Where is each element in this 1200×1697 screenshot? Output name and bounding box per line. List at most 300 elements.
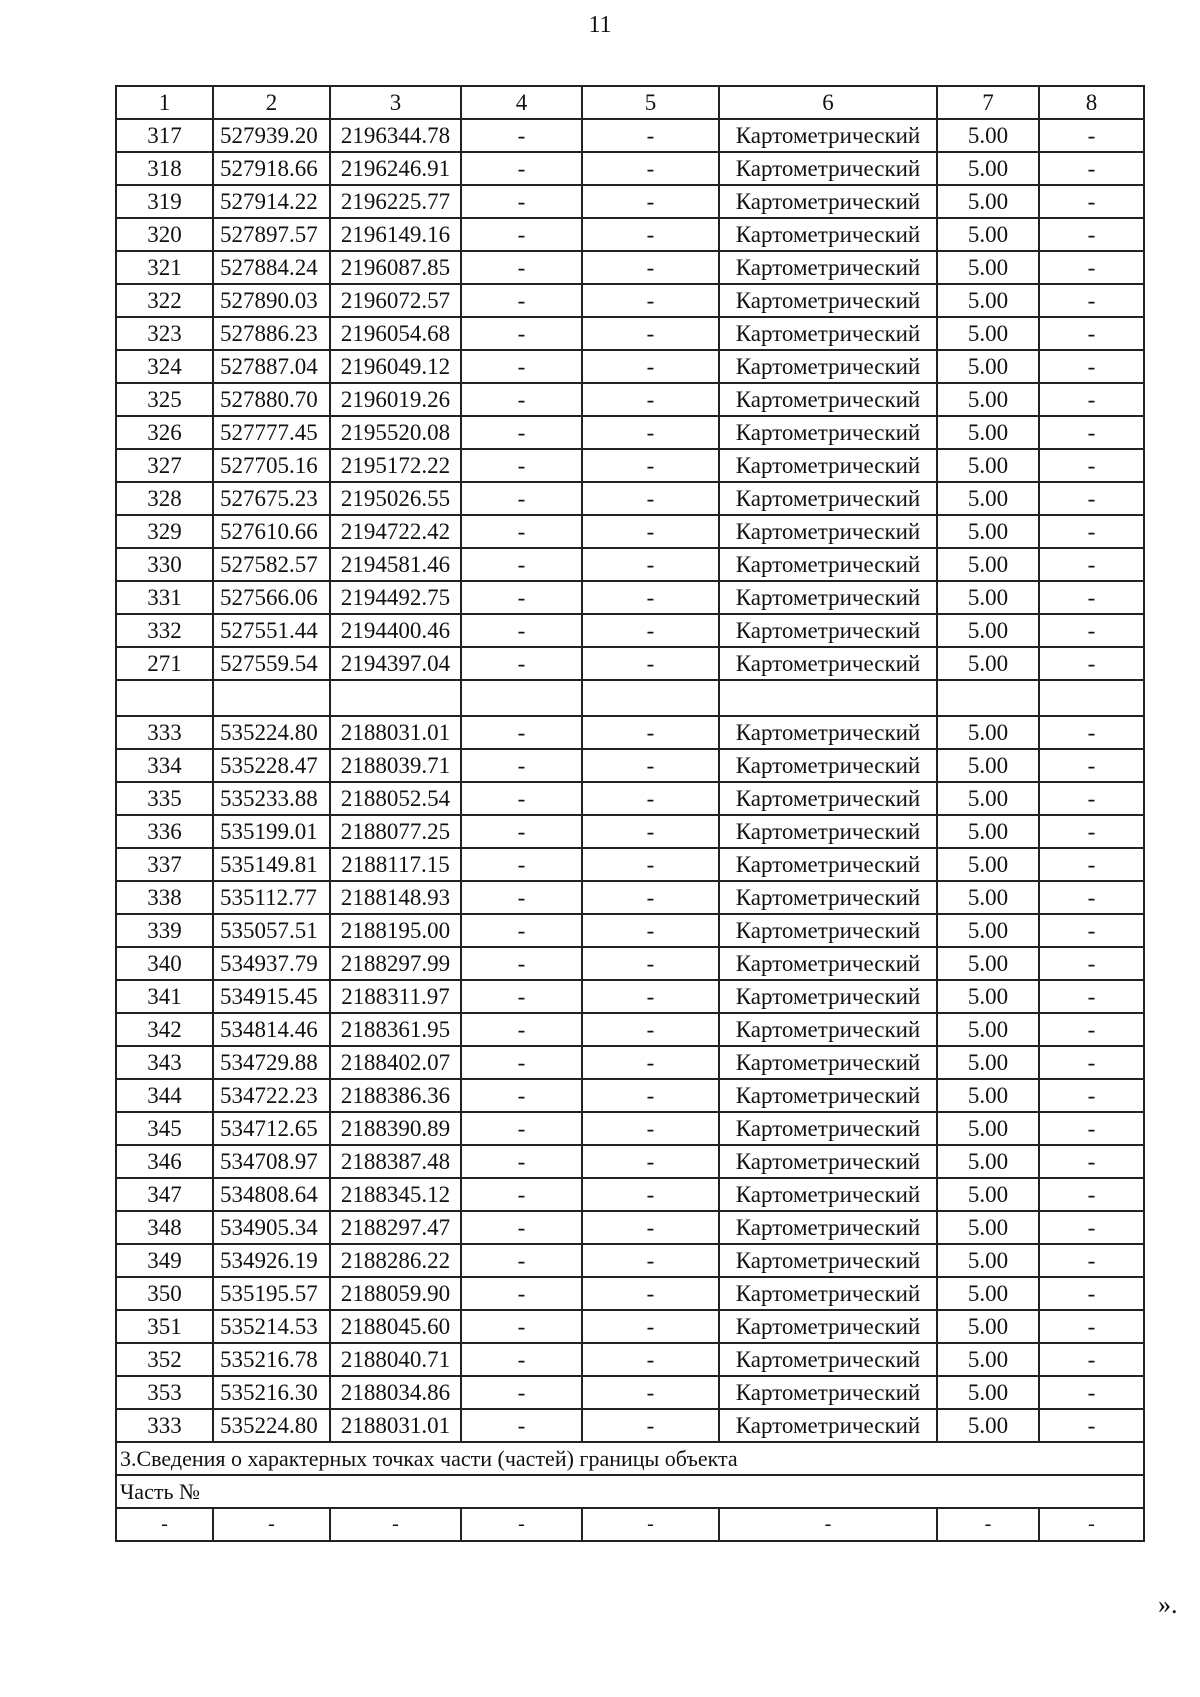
- method-cell: Картометрический: [719, 1310, 937, 1343]
- accuracy-cell: 5.00: [937, 1013, 1039, 1046]
- column-8-cell: -: [1039, 284, 1144, 317]
- column-5-cell: -: [582, 449, 719, 482]
- accuracy-cell: 5.00: [937, 749, 1039, 782]
- x-coordinate-cell: 527880.70: [213, 383, 330, 416]
- x-coordinate-cell: 535216.30: [213, 1376, 330, 1409]
- table-row: [116, 914, 1144, 947]
- point-number-cell: 330: [116, 548, 213, 581]
- point-number-cell: 319: [116, 185, 213, 218]
- column-header-4: 4: [461, 86, 582, 119]
- y-coordinate-cell: 2188045.60: [330, 1310, 461, 1343]
- column-5-cell: -: [582, 1277, 719, 1310]
- column-8-cell: -: [1039, 1211, 1144, 1244]
- accuracy-cell: 5.00: [937, 614, 1039, 647]
- dash-cell: -: [582, 1508, 719, 1541]
- column-8-cell: -: [1039, 1343, 1144, 1376]
- method-cell: Картометрический: [719, 449, 937, 482]
- y-coordinate-cell: 2188345.12: [330, 1178, 461, 1211]
- column-4-cell: -: [461, 815, 582, 848]
- y-coordinate-cell: 2196344.78: [330, 119, 461, 152]
- y-coordinate-cell: 2188386.36: [330, 1079, 461, 1112]
- x-coordinate-cell: 534808.64: [213, 1178, 330, 1211]
- method-cell: Картометрический: [719, 1277, 937, 1310]
- method-cell: Картометрический: [719, 716, 937, 749]
- y-coordinate-cell: 2188052.54: [330, 782, 461, 815]
- column-8-cell: -: [1039, 251, 1144, 284]
- column-5-cell: -: [582, 416, 719, 449]
- method-cell: Картометрический: [719, 482, 937, 515]
- column-5-cell: -: [582, 1013, 719, 1046]
- y-coordinate-cell: 2196087.85: [330, 251, 461, 284]
- empty-cell: [116, 680, 213, 716]
- column-header-8: 8: [1039, 86, 1144, 119]
- column-4-cell: -: [461, 881, 582, 914]
- y-coordinate-cell: 2188117.15: [330, 848, 461, 881]
- table-row: [116, 218, 1144, 251]
- column-number-header-row: [116, 86, 1144, 119]
- accuracy-cell: 5.00: [937, 119, 1039, 152]
- page-number: 11: [588, 12, 612, 38]
- point-number-cell: 349: [116, 1244, 213, 1277]
- y-coordinate-cell: 2188286.22: [330, 1244, 461, 1277]
- column-5-cell: -: [582, 152, 719, 185]
- table-row: [116, 1079, 1144, 1112]
- point-number-cell: 350: [116, 1277, 213, 1310]
- part-number-label: Часть №: [116, 1475, 1144, 1508]
- x-coordinate-cell: 534814.46: [213, 1013, 330, 1046]
- y-coordinate-cell: 2196054.68: [330, 317, 461, 350]
- method-cell: Картометрический: [719, 1013, 937, 1046]
- column-header-1: 1: [116, 86, 213, 119]
- point-number-cell: 342: [116, 1013, 213, 1046]
- table-row: [116, 1211, 1144, 1244]
- x-coordinate-cell: 535228.47: [213, 749, 330, 782]
- accuracy-cell: 5.00: [937, 218, 1039, 251]
- y-coordinate-cell: 2196225.77: [330, 185, 461, 218]
- column-header-3: 3: [330, 86, 461, 119]
- column-header-6: 6: [719, 86, 937, 119]
- accuracy-cell: 5.00: [937, 881, 1039, 914]
- column-4-cell: -: [461, 548, 582, 581]
- point-number-cell: 320: [116, 218, 213, 251]
- point-number-cell: 346: [116, 1145, 213, 1178]
- empty-cell: [213, 680, 330, 716]
- point-number-cell: 340: [116, 947, 213, 980]
- characteristic-points-table: [115, 85, 1145, 1542]
- table-row: [116, 1409, 1144, 1442]
- point-number-cell: 337: [116, 848, 213, 881]
- y-coordinate-cell: 2188039.71: [330, 749, 461, 782]
- table-row: [116, 1013, 1144, 1046]
- column-4-cell: -: [461, 1112, 582, 1145]
- column-8-cell: -: [1039, 1409, 1144, 1442]
- dash-cell: -: [937, 1508, 1039, 1541]
- column-8-cell: -: [1039, 1244, 1144, 1277]
- column-8-cell: -: [1039, 119, 1144, 152]
- x-coordinate-cell: 535233.88: [213, 782, 330, 815]
- column-8-cell: -: [1039, 1310, 1144, 1343]
- table-row: [116, 881, 1144, 914]
- table-row: [116, 1145, 1144, 1178]
- column-8-cell: -: [1039, 350, 1144, 383]
- column-5-cell: -: [582, 284, 719, 317]
- dash-cell: -: [116, 1508, 213, 1541]
- accuracy-cell: 5.00: [937, 1409, 1039, 1442]
- column-8-cell: -: [1039, 383, 1144, 416]
- x-coordinate-cell: 535224.80: [213, 716, 330, 749]
- x-coordinate-cell: 535195.57: [213, 1277, 330, 1310]
- column-5-cell: -: [582, 1112, 719, 1145]
- y-coordinate-cell: 2195172.22: [330, 449, 461, 482]
- column-8-cell: -: [1039, 1376, 1144, 1409]
- column-8-cell: -: [1039, 1277, 1144, 1310]
- x-coordinate-cell: 527918.66: [213, 152, 330, 185]
- empty-cell: [937, 680, 1039, 716]
- column-4-cell: -: [461, 581, 582, 614]
- column-5-cell: -: [582, 251, 719, 284]
- table-row: [116, 716, 1144, 749]
- point-number-cell: 323: [116, 317, 213, 350]
- x-coordinate-cell: 534729.88: [213, 1046, 330, 1079]
- x-coordinate-cell: 535149.81: [213, 848, 330, 881]
- dash-cell: -: [1039, 1508, 1144, 1541]
- column-4-cell: -: [461, 1277, 582, 1310]
- method-cell: Картометрический: [719, 383, 937, 416]
- column-4-cell: -: [461, 647, 582, 680]
- column-8-cell: -: [1039, 614, 1144, 647]
- point-number-cell: 347: [116, 1178, 213, 1211]
- column-4-cell: -: [461, 383, 582, 416]
- column-8-cell: -: [1039, 416, 1144, 449]
- column-5-cell: -: [582, 815, 719, 848]
- dash-cell: -: [213, 1508, 330, 1541]
- x-coordinate-cell: 527890.03: [213, 284, 330, 317]
- column-5-cell: -: [582, 119, 719, 152]
- method-cell: Картометрический: [719, 1409, 937, 1442]
- accuracy-cell: 5.00: [937, 1277, 1039, 1310]
- table-row: [116, 449, 1144, 482]
- method-cell: Картометрический: [719, 581, 937, 614]
- column-5-cell: -: [582, 881, 719, 914]
- column-4-cell: -: [461, 1211, 582, 1244]
- y-coordinate-cell: 2188077.25: [330, 815, 461, 848]
- column-8-cell: -: [1039, 647, 1144, 680]
- column-8-cell: -: [1039, 1046, 1144, 1079]
- column-8-cell: -: [1039, 947, 1144, 980]
- column-5-cell: -: [582, 1079, 719, 1112]
- column-8-cell: -: [1039, 1178, 1144, 1211]
- accuracy-cell: 5.00: [937, 1145, 1039, 1178]
- accuracy-cell: 5.00: [937, 152, 1039, 185]
- method-cell: Картометрический: [719, 1244, 937, 1277]
- y-coordinate-cell: 2194492.75: [330, 581, 461, 614]
- method-cell: Картометрический: [719, 317, 937, 350]
- point-number-cell: 352: [116, 1343, 213, 1376]
- y-coordinate-cell: 2188031.01: [330, 716, 461, 749]
- column-5-cell: -: [582, 317, 719, 350]
- method-cell: Картометрический: [719, 881, 937, 914]
- y-coordinate-cell: 2195520.08: [330, 416, 461, 449]
- y-coordinate-cell: 2188195.00: [330, 914, 461, 947]
- x-coordinate-cell: 527777.45: [213, 416, 330, 449]
- point-number-cell: 351: [116, 1310, 213, 1343]
- empty-cell: [461, 680, 582, 716]
- accuracy-cell: 5.00: [937, 515, 1039, 548]
- table-row: [116, 185, 1144, 218]
- empty-part-row: [116, 1508, 1144, 1541]
- column-8-cell: -: [1039, 1112, 1144, 1145]
- table-row: [116, 647, 1144, 680]
- column-5-cell: -: [582, 581, 719, 614]
- table-row: [116, 749, 1144, 782]
- column-4-cell: -: [461, 416, 582, 449]
- column-4-cell: -: [461, 1244, 582, 1277]
- y-coordinate-cell: 2196072.57: [330, 284, 461, 317]
- x-coordinate-cell: 535224.80: [213, 1409, 330, 1442]
- empty-cell: [1039, 680, 1144, 716]
- x-coordinate-cell: 535214.53: [213, 1310, 330, 1343]
- table-row: [116, 581, 1144, 614]
- column-4-cell: -: [461, 1145, 582, 1178]
- x-coordinate-cell: 534722.23: [213, 1079, 330, 1112]
- accuracy-cell: 5.00: [937, 185, 1039, 218]
- column-4-cell: -: [461, 980, 582, 1013]
- method-cell: Картометрический: [719, 515, 937, 548]
- point-number-cell: 344: [116, 1079, 213, 1112]
- table-row: [116, 947, 1144, 980]
- accuracy-cell: 5.00: [937, 581, 1039, 614]
- table-row: [116, 416, 1144, 449]
- x-coordinate-cell: 527939.20: [213, 119, 330, 152]
- method-cell: Картометрический: [719, 614, 937, 647]
- column-4-cell: -: [461, 1013, 582, 1046]
- accuracy-cell: 5.00: [937, 980, 1039, 1013]
- column-4-cell: -: [461, 614, 582, 647]
- accuracy-cell: 5.00: [937, 1211, 1039, 1244]
- method-cell: Картометрический: [719, 782, 937, 815]
- column-5-cell: -: [582, 980, 719, 1013]
- table-row: [116, 515, 1144, 548]
- x-coordinate-cell: 527705.16: [213, 449, 330, 482]
- table-row: [116, 848, 1144, 881]
- column-5-cell: -: [582, 1046, 719, 1079]
- y-coordinate-cell: 2188390.89: [330, 1112, 461, 1145]
- point-number-cell: 332: [116, 614, 213, 647]
- table-body: [116, 86, 1144, 1541]
- column-4-cell: -: [461, 152, 582, 185]
- x-coordinate-cell: 534926.19: [213, 1244, 330, 1277]
- accuracy-cell: 5.00: [937, 914, 1039, 947]
- x-coordinate-cell: 534905.34: [213, 1211, 330, 1244]
- y-coordinate-cell: 2188297.99: [330, 947, 461, 980]
- dash-cell: -: [719, 1508, 937, 1541]
- column-4-cell: -: [461, 1376, 582, 1409]
- method-cell: Картометрический: [719, 152, 937, 185]
- y-coordinate-cell: 2196246.91: [330, 152, 461, 185]
- column-8-cell: -: [1039, 815, 1144, 848]
- x-coordinate-cell: 534937.79: [213, 947, 330, 980]
- y-coordinate-cell: 2188311.97: [330, 980, 461, 1013]
- accuracy-cell: 5.00: [937, 1079, 1039, 1112]
- y-coordinate-cell: 2195026.55: [330, 482, 461, 515]
- y-coordinate-cell: 2194722.42: [330, 515, 461, 548]
- column-8-cell: -: [1039, 317, 1144, 350]
- column-4-cell: -: [461, 284, 582, 317]
- point-number-cell: 348: [116, 1211, 213, 1244]
- x-coordinate-cell: 534708.97: [213, 1145, 330, 1178]
- table-row: [116, 350, 1144, 383]
- method-cell: Картометрический: [719, 1343, 937, 1376]
- column-8-cell: -: [1039, 980, 1144, 1013]
- column-5-cell: -: [582, 482, 719, 515]
- point-number-cell: 327: [116, 449, 213, 482]
- x-coordinate-cell: 535216.78: [213, 1343, 330, 1376]
- column-8-cell: -: [1039, 482, 1144, 515]
- closing-quote-mark: ».: [1158, 1590, 1178, 1619]
- column-5-cell: -: [582, 749, 719, 782]
- y-coordinate-cell: 2196049.12: [330, 350, 461, 383]
- column-5-cell: -: [582, 914, 719, 947]
- table-row: [116, 152, 1144, 185]
- table-row: [116, 284, 1144, 317]
- x-coordinate-cell: 535199.01: [213, 815, 330, 848]
- table-row: [116, 1310, 1144, 1343]
- column-8-cell: -: [1039, 881, 1144, 914]
- table-row: [116, 1244, 1144, 1277]
- empty-cell: [719, 680, 937, 716]
- column-8-cell: -: [1039, 548, 1144, 581]
- column-5-cell: -: [582, 1409, 719, 1442]
- column-8-cell: -: [1039, 1013, 1144, 1046]
- column-4-cell: -: [461, 251, 582, 284]
- table-row: [116, 614, 1144, 647]
- column-5-cell: -: [582, 1145, 719, 1178]
- method-cell: Картометрический: [719, 548, 937, 581]
- method-cell: Картометрический: [719, 749, 937, 782]
- column-4-cell: -: [461, 317, 582, 350]
- x-coordinate-cell: 527582.57: [213, 548, 330, 581]
- column-5-cell: -: [582, 1310, 719, 1343]
- point-number-cell: 339: [116, 914, 213, 947]
- dash-cell: -: [330, 1508, 461, 1541]
- point-number-cell: 336: [116, 815, 213, 848]
- column-8-cell: -: [1039, 152, 1144, 185]
- table-row: [116, 548, 1144, 581]
- point-number-cell: 338: [116, 881, 213, 914]
- y-coordinate-cell: 2188402.07: [330, 1046, 461, 1079]
- column-4-cell: -: [461, 716, 582, 749]
- y-coordinate-cell: 2188361.95: [330, 1013, 461, 1046]
- column-5-cell: -: [582, 383, 719, 416]
- accuracy-cell: 5.00: [937, 284, 1039, 317]
- point-number-cell: 325: [116, 383, 213, 416]
- table-row: [116, 251, 1144, 284]
- x-coordinate-cell: 527886.23: [213, 317, 330, 350]
- table-row: [116, 383, 1144, 416]
- method-cell: Картометрический: [719, 119, 937, 152]
- method-cell: Картометрический: [719, 1145, 937, 1178]
- accuracy-cell: 5.00: [937, 1112, 1039, 1145]
- method-cell: Картометрический: [719, 848, 937, 881]
- column-4-cell: -: [461, 749, 582, 782]
- table-row: [116, 1376, 1144, 1409]
- x-coordinate-cell: 527675.23: [213, 482, 330, 515]
- column-4-cell: -: [461, 848, 582, 881]
- x-coordinate-cell: 527914.22: [213, 185, 330, 218]
- y-coordinate-cell: 2188148.93: [330, 881, 461, 914]
- column-8-cell: -: [1039, 914, 1144, 947]
- column-5-cell: -: [582, 848, 719, 881]
- y-coordinate-cell: 2188031.01: [330, 1409, 461, 1442]
- column-5-cell: -: [582, 218, 719, 251]
- point-number-cell: 328: [116, 482, 213, 515]
- accuracy-cell: 5.00: [937, 350, 1039, 383]
- column-8-cell: -: [1039, 749, 1144, 782]
- column-5-cell: -: [582, 947, 719, 980]
- part-number-row: [116, 1475, 1144, 1508]
- accuracy-cell: 5.00: [937, 449, 1039, 482]
- y-coordinate-cell: 2188387.48: [330, 1145, 461, 1178]
- column-8-cell: -: [1039, 218, 1144, 251]
- x-coordinate-cell: 534712.65: [213, 1112, 330, 1145]
- accuracy-cell: 5.00: [937, 782, 1039, 815]
- y-coordinate-cell: 2194397.04: [330, 647, 461, 680]
- y-coordinate-cell: 2196149.16: [330, 218, 461, 251]
- dash-cell: -: [461, 1508, 582, 1541]
- y-coordinate-cell: 2188059.90: [330, 1277, 461, 1310]
- accuracy-cell: 5.00: [937, 1178, 1039, 1211]
- method-cell: Картометрический: [719, 1046, 937, 1079]
- method-cell: Картометрический: [719, 914, 937, 947]
- accuracy-cell: 5.00: [937, 1376, 1039, 1409]
- point-number-cell: 335: [116, 782, 213, 815]
- point-number-cell: 326: [116, 416, 213, 449]
- column-5-cell: -: [582, 1178, 719, 1211]
- point-number-cell: 324: [116, 350, 213, 383]
- method-cell: Картометрический: [719, 350, 937, 383]
- point-number-cell: 353: [116, 1376, 213, 1409]
- column-8-cell: -: [1039, 782, 1144, 815]
- blank-separator-row: [116, 680, 1144, 716]
- method-cell: Картометрический: [719, 185, 937, 218]
- accuracy-cell: 5.00: [937, 947, 1039, 980]
- column-4-cell: -: [461, 1310, 582, 1343]
- column-8-cell: -: [1039, 515, 1144, 548]
- column-4-cell: -: [461, 350, 582, 383]
- point-number-cell: 271: [116, 647, 213, 680]
- column-8-cell: -: [1039, 716, 1144, 749]
- y-coordinate-cell: 2194581.46: [330, 548, 461, 581]
- point-number-cell: 334: [116, 749, 213, 782]
- table-row: [116, 1046, 1144, 1079]
- method-cell: Картометрический: [719, 947, 937, 980]
- column-4-cell: -: [461, 185, 582, 218]
- method-cell: Картометрический: [719, 416, 937, 449]
- column-4-cell: -: [461, 782, 582, 815]
- method-cell: Картометрический: [719, 1178, 937, 1211]
- column-5-cell: -: [582, 716, 719, 749]
- empty-cell: [582, 680, 719, 716]
- table-row: [116, 1112, 1144, 1145]
- y-coordinate-cell: 2188040.71: [330, 1343, 461, 1376]
- accuracy-cell: 5.00: [937, 848, 1039, 881]
- point-number-cell: 341: [116, 980, 213, 1013]
- column-8-cell: -: [1039, 1145, 1144, 1178]
- point-number-cell: 345: [116, 1112, 213, 1145]
- point-number-cell: 329: [116, 515, 213, 548]
- x-coordinate-cell: 527610.66: [213, 515, 330, 548]
- table-row: [116, 1343, 1144, 1376]
